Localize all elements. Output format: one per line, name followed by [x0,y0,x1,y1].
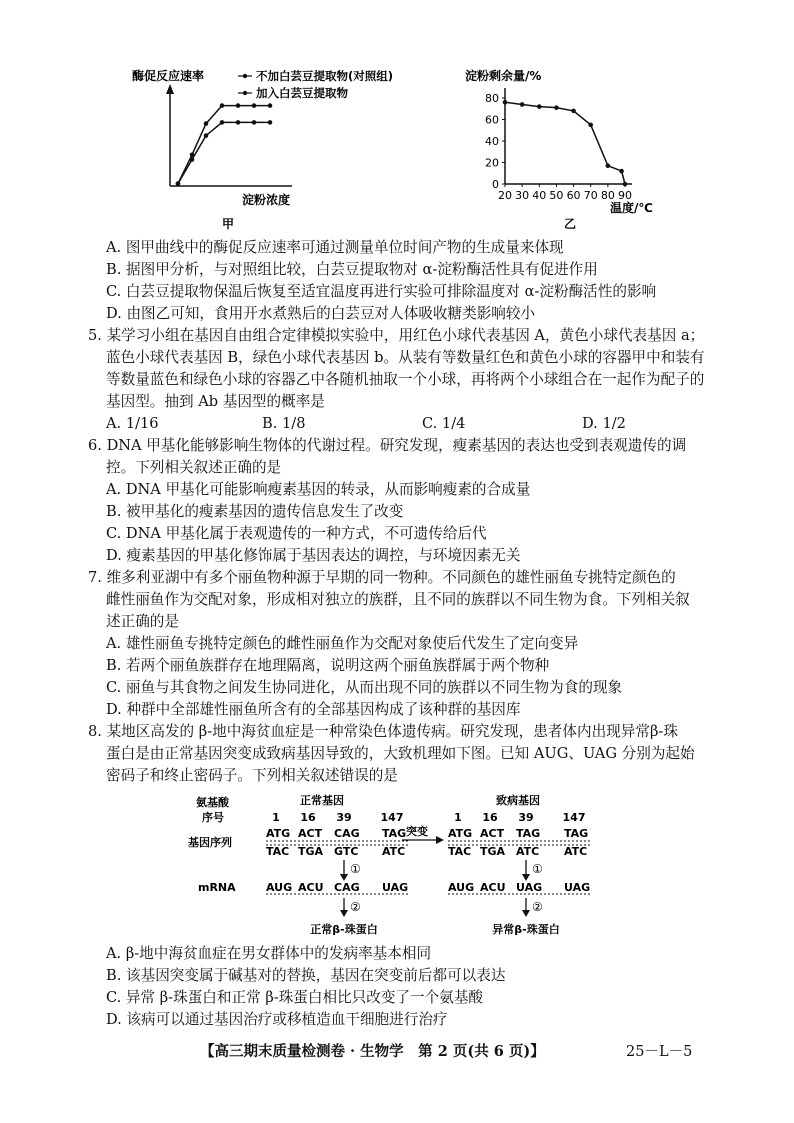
yi-ytick-label-2: 40 [485,135,499,148]
series-1-point-6 [268,120,273,125]
q5-stem-1: 5. 某学习小组在基因自由组合定律模拟实验中，用红色小球代表基因 A，黄色小球代表基因 a； [88,327,705,344]
yi-xtick-label-6: 80 [600,189,615,202]
mutation-arrow-head [436,836,444,844]
q5-option-a: A. 1/16 [106,415,159,432]
disease-protein-label: 异常β-珠蛋白 [492,923,560,936]
yi-point-3 [554,105,559,110]
normal-bottom-codon-3: ATC [382,845,406,858]
yi-point-1 [520,102,525,107]
chart-jia-y-arrow [166,84,174,94]
normal-top-codon-3: TAG [382,827,407,840]
yi-point-6 [606,163,611,168]
normal-bottom-codon-2: GTC [334,845,359,858]
normal-bottom-codon-0: TAC [266,845,290,858]
legend-label-extract: 加入白芸豆提取物 [256,86,348,100]
series-line-0 [178,106,270,184]
yi-ytick-label-1: 20 [485,156,499,170]
yi-xtick-label-3: 50 [549,189,564,202]
normal-top-codon-0: ATG [266,827,291,840]
series-0-point-4 [236,103,241,108]
disease-mrna-codon-1: ACU [480,881,506,894]
q4-option-d: D. 由图乙可知，食用开水煮熟后的白芸豆对人体吸收糖类影响较小 [106,305,536,322]
disease-arrow-transcription-head [522,874,530,881]
disease-pos-2: 39 [518,811,534,824]
disease-top-codon-1: ACT [480,827,505,840]
normal-mrna-codon-0: AUG [266,881,293,894]
series-0-point-6 [268,103,273,108]
chart-yi-xlabel: 温度/℃ [610,201,653,215]
diagram-disease-gene: 致病基因 [496,794,540,807]
yi-xtick-label-2: 40 [532,189,547,202]
diagram-mutation-label: 突变 [406,825,428,838]
legend-label-control: 不加白芸豆提取物(对照组) [256,69,394,83]
page-footer: 【高三期末质量检测卷 · 生物学 第 2 页(共 6 页)】 [200,1043,545,1060]
q5-stem-2: 蓝色小球代表基因 B，绿色小球代表基因 b。从装有等数量红色和黄色小球的容器甲中和装有 [106,349,705,366]
chart-jia [120,62,440,232]
q8-stem-3: 密码子和终止密码子。下列相关叙述错误的是 [106,767,398,784]
mutation-diagram [180,790,620,940]
q5-option-c: C. 1/4 [422,415,466,432]
series-1-point-5 [252,120,257,125]
disease-pos-1: 16 [482,811,498,824]
q8-stem-1: 8. 某地区高发的 β-地中海贫血症是一种常染色体遗传病。研究发现，患者体内出现异常β-珠 [88,723,678,740]
yi-ytick-label-4: 80 [485,92,499,105]
disease-top-codon-0: ATG [448,827,473,840]
chart-yi [460,62,720,232]
disease-top-codon-2: TAG [516,827,541,840]
q7-option-c: C. 丽鱼与其食物之间发生协同进化，从而出现不同的族群以不同生物为食的现象 [106,679,623,696]
q5-stem-4: 基因型。抽到 Ab 基因型的概率是 [106,393,325,410]
q6-option-d: D. 瘦素基因的甲基化修饰属于基因表达的调控，与环境因素无关 [106,547,521,564]
q5-option-b: B. 1/8 [262,415,306,432]
q6-option-a: A. DNA 甲基化可能影响瘦素基因的转录，从而影响瘦素的合成量 [106,481,531,498]
yi-point-8 [623,182,628,187]
q6-option-c: C. DNA 甲基化属于表观遗传的一种方式，不可遗传给后代 [106,525,487,542]
series-1-point-0 [176,181,181,186]
q4-option-a: A. 图甲曲线中的酶促反应速率可通过测量单位时间产物的生成量来体现 [106,239,564,256]
disease-mrna-codon-3: UAG [564,881,591,894]
series-1-point-4 [236,120,241,125]
normal-mrna-codon-2: CAG [334,881,360,894]
q6-stem-1: 6. DNA 甲基化能够影响生物体的代谢过程。研究发现，瘦素基因的表达也受到表观遗传的调 [88,437,687,454]
q5-stem-3: 等数量蓝色和绿色小球的容器乙中各随机抽取一个小球，再将两个小球组合在一起作为配子的 [106,371,705,388]
disease-bottom-codon-1: TGA [480,845,506,858]
disease-bottom-codon-2: ATC [516,845,540,858]
disease-step1: ① [532,862,543,876]
normal-step1: ① [350,862,361,876]
chart-jia-xlabel: 淀粉浓度 [242,193,291,207]
legend-dot-extract [243,91,247,95]
q8-option-c: C. 异常 β-珠蛋白和正常 β-珠蛋白相比只改变了一个氨基酸 [106,989,484,1006]
q7-stem-2: 雌性丽鱼作为交配对象，形成相对独立的族群，且不同的族群以不同生物为食。下列相关叙 [106,591,690,608]
yi-xtick-label-7: 90 [618,189,632,202]
diagram-normal-gene: 正常基因 [300,794,344,807]
yi-point-0 [503,100,508,105]
chart-jia-ylabel: 酶促反应速率 [132,69,205,83]
disease-step2: ② [532,900,543,914]
normal-arrow-transcription-head [340,874,348,881]
normal-mrna-codon-3: UAG [382,881,409,894]
yi-xtick-label-4: 60 [566,189,581,202]
disease-pos-3: 147 [562,811,586,824]
yi-series-line [505,102,625,184]
yi-xtick-label-1: 30 [515,189,530,202]
disease-arrow-translation-head [522,910,530,917]
diagram-seq-label: 序号 [202,811,224,824]
yi-point-5 [588,123,593,128]
disease-mrna-codon-0: AUG [448,881,475,894]
yi-ytick-label-0: 0 [492,178,499,191]
series-0-point-5 [252,103,257,108]
q7-stem-3: 述正确的是 [106,613,179,630]
disease-bottom-codon-3: ATC [564,845,588,858]
q7-stem-1: 7. 维多利亚湖中有多个丽鱼物种源于早期的同一物种。不同颜色的雄性丽鱼专挑特定颜色的 [88,569,676,586]
q4-option-b: B. 据图甲分析，与对照组比较，白芸豆提取物对 α-淀粉酶活性具有促进作用 [106,261,598,278]
series-1-point-1 [190,157,195,162]
series-0-point-2 [204,121,209,126]
series-1-point-3 [220,120,225,125]
yi-point-2 [537,104,542,109]
yi-point-7 [619,169,624,174]
q6-stem-2: 控。下列相关叙述正确的是 [106,459,282,476]
yi-xtick-label-0: 20 [498,189,512,202]
normal-pos-1: 16 [300,811,316,824]
yi-xtick-label-5: 70 [583,189,598,202]
normal-pos-2: 39 [336,811,352,824]
chart-yi-ylabel: 淀粉剩余量/% [465,69,542,83]
normal-protein-label: 正常β-珠蛋白 [310,923,378,936]
q8-option-d: D. 该病可以通过基因治疗或移植造血干细胞进行治疗 [106,1011,448,1028]
normal-pos-3: 147 [380,811,404,824]
series-0-point-3 [220,103,225,108]
q7-option-a: A. 雄性丽鱼专挑特定颜色的雌性丽鱼作为交配对象使后代发生了定向变异 [106,635,579,652]
series-1-point-2 [204,133,209,138]
q8-option-b: B. 该基因突变属于碱基对的替换，基因在突变前后都可以表达 [106,967,506,984]
chart-jia-caption: 甲 [222,217,235,231]
normal-bottom-codon-1: TGA [298,845,324,858]
page-code: 25－L－5 [626,1044,693,1060]
diagram-gene-seq-label: 基因序列 [188,836,232,849]
disease-pos-0: 1 [454,811,462,824]
q8-stem-2: 蛋白是由正常基因突变成致病基因导致的，大致机理如下图。已知 AUG、UAG 分别为起始 [106,745,695,762]
disease-top-codon-3: TAG [564,827,589,840]
diagram-aa-label: 氨基酸 [196,796,229,809]
q6-option-b: B. 被甲基化的瘦素基因的遗传信息发生了改变 [106,503,404,520]
q5-option-d: D. 1/2 [582,415,626,432]
q4-option-c: C. 白芸豆提取物保温后恢复至适宜温度再进行实验可排除温度对 α-淀粉酶活性的影响 [106,283,657,300]
diagram-mrna-label: mRNA [198,881,236,894]
normal-arrow-translation-head [340,910,348,917]
normal-top-codon-1: ACT [298,827,323,840]
chart-yi-caption: 乙 [564,217,577,231]
legend-dot-control [243,74,247,78]
yi-ytick-label-3: 60 [485,113,499,127]
q7-option-d: D. 种群中全部雄性丽鱼所含有的全部基因构成了该种群的基因库 [106,701,521,718]
normal-step2: ② [350,900,361,914]
normal-pos-0: 1 [272,811,280,824]
q7-option-b: B. 若两个丽鱼族群存在地理隔离，说明这两个丽鱼族群属于两个物种 [106,657,550,674]
yi-point-4 [571,109,576,114]
normal-mrna-codon-1: ACU [298,881,324,894]
q8-option-a: A. β-地中海贫血症在男女群体中的发病率基本相同 [106,945,432,962]
disease-bottom-codon-0: TAC [448,845,472,858]
normal-top-codon-2: CAG [334,827,360,840]
disease-mrna-codon-2: UAG [516,881,543,894]
